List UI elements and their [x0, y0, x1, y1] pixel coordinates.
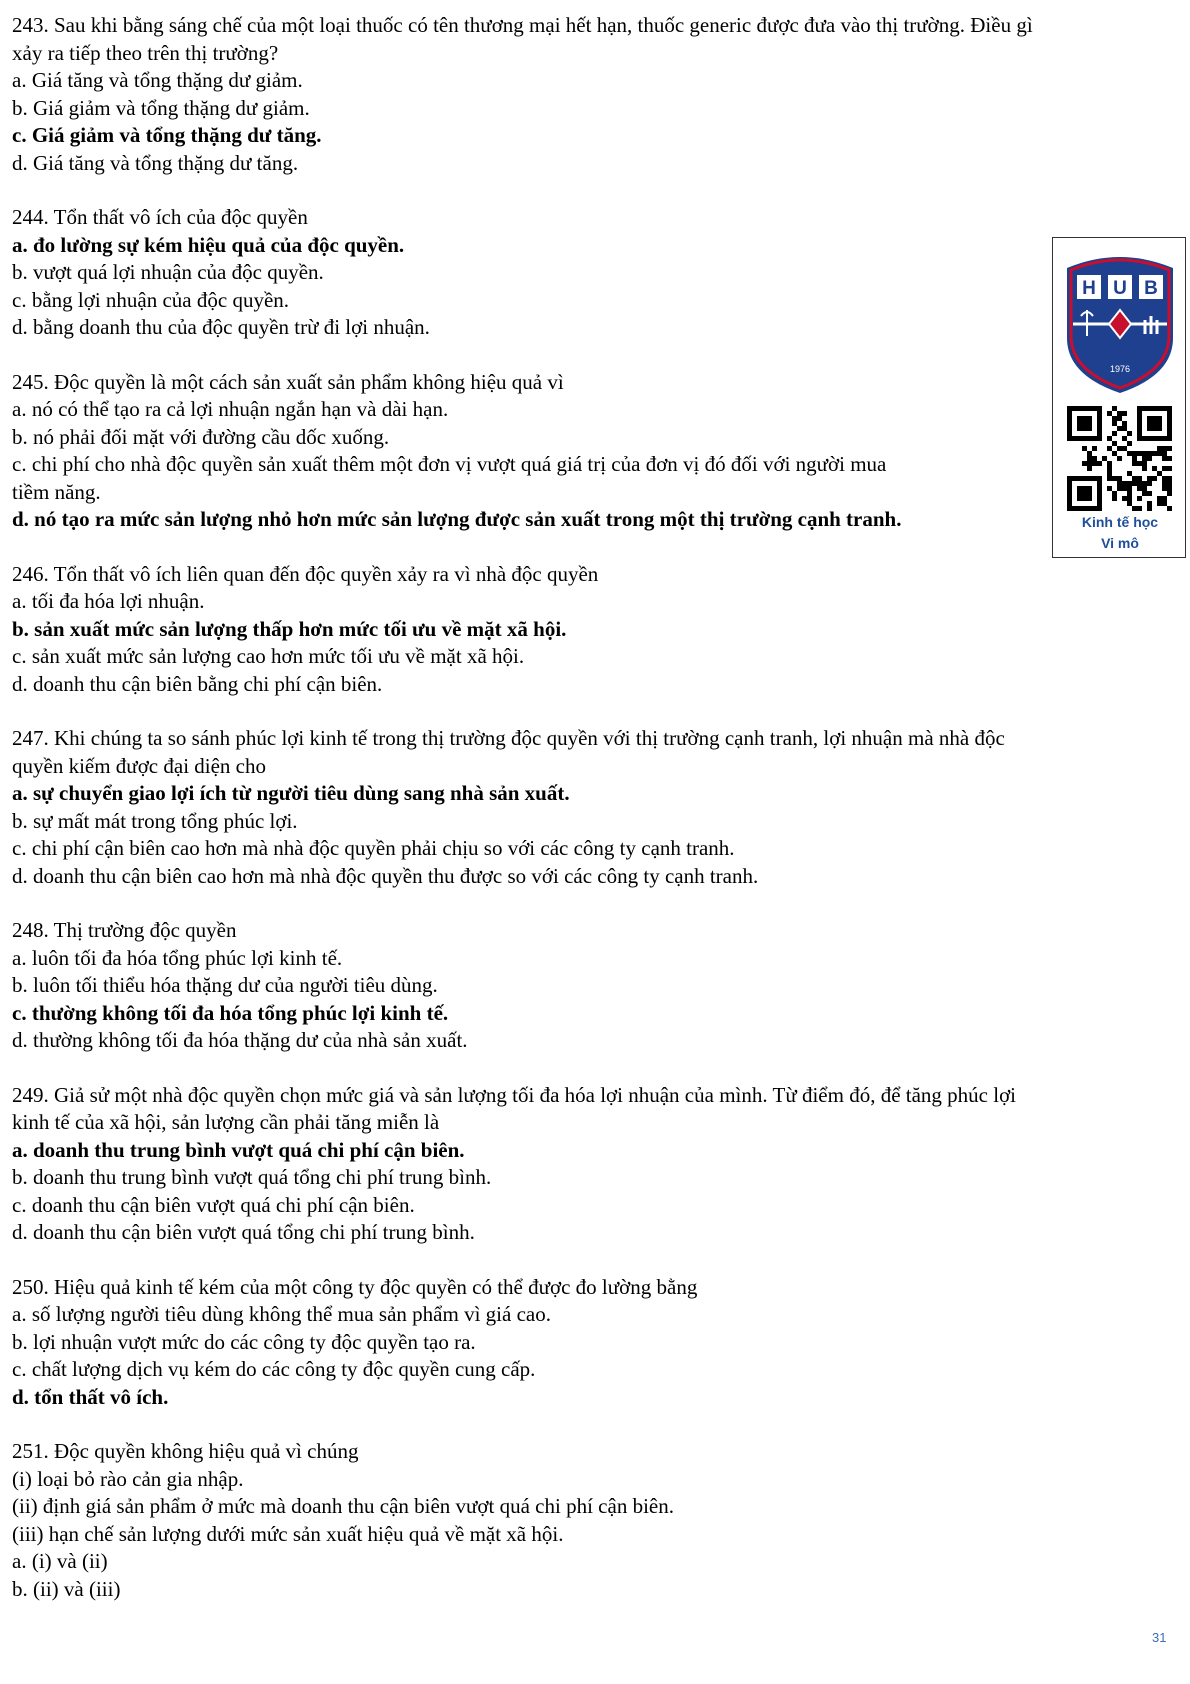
- qr-module: [1112, 421, 1117, 426]
- answer-option: d. doanh thu cận biên vượt quá tổng chi phí trung bình.: [12, 1220, 475, 1244]
- qr-module: [1147, 491, 1152, 496]
- qr-module: [1162, 456, 1167, 461]
- answer-option-correct: a. sự chuyển giao lợi ích từ người tiêu dùng sang nhà sản xuất.: [12, 781, 570, 805]
- qr-module: [1167, 446, 1172, 451]
- qr-module: [1092, 446, 1097, 451]
- answer-option: d. doanh thu cận biên cao hơn mà nhà độc quyền thu được so với các công ty cạnh tranh.: [12, 863, 759, 888]
- answer-option: c. chi phí cận biên cao hơn mà nhà độc quyền phải chịu so với các công ty cạnh tranh.: [12, 836, 735, 860]
- qr-module: [1087, 456, 1092, 461]
- qr-module: [1132, 456, 1137, 461]
- answer-option: b. luôn tối thiểu hóa thặng dư của người tiêu dùng.: [12, 973, 438, 997]
- qr-module: [1147, 451, 1152, 456]
- answer-option-correct: b. sản xuất mức sản lượng thấp hơn mức tối ưu về mặt xã hội.: [12, 616, 567, 641]
- question-stem: 244. Tổn thất vô ích của độc quyền: [12, 205, 308, 229]
- qr-module: [1142, 481, 1147, 486]
- qr-module: [1117, 426, 1122, 431]
- qr-module: [1142, 456, 1147, 461]
- question-block: [12, 725, 1177, 890]
- qr-module: [1107, 461, 1112, 466]
- qr-module: [1142, 486, 1147, 491]
- answer-option: b. doanh thu trung bình vượt quá tổng chi phí trung bình.: [12, 1165, 492, 1189]
- qr-module: [1112, 496, 1117, 501]
- qr-module: [1107, 446, 1112, 451]
- answer-option: d. Giá tăng và tổng thặng dư tăng.: [12, 150, 299, 175]
- logo-letter-h: H: [1082, 278, 1096, 299]
- qr-module: [1147, 501, 1152, 506]
- page-number: 31: [1152, 1630, 1167, 1645]
- qr-module: [1142, 461, 1147, 466]
- question-block: [12, 12, 1177, 177]
- qr-module: [1112, 476, 1117, 481]
- logo-year: 1976: [1109, 364, 1131, 374]
- qr-module: [1152, 476, 1157, 481]
- qr-module: [1167, 486, 1172, 491]
- qr-module: [1167, 491, 1172, 496]
- qr-module: [1157, 471, 1162, 476]
- qr-module: [1137, 481, 1142, 486]
- qr-module: [1107, 476, 1112, 481]
- answer-option: (i) loại bỏ rào cản gia nhập.: [12, 1466, 244, 1491]
- qr-module: [1117, 411, 1122, 416]
- logo-letter-b: B: [1144, 278, 1158, 299]
- question-block: [12, 917, 1177, 1055]
- answer-option-correct: c. Giá giảm và tổng thặng dư tăng.: [12, 123, 322, 147]
- qr-module: [1162, 466, 1167, 471]
- qr-module: [1092, 461, 1097, 466]
- qr-module: [1167, 506, 1172, 511]
- answer-option: d. bằng doanh thu của độc quyền trừ đi lợi nhuận.: [12, 315, 430, 339]
- qr-module: [1107, 411, 1112, 416]
- qr-module: [1152, 451, 1157, 456]
- answer-option: b. (ii) và (iii): [12, 1576, 121, 1601]
- qr-module: [1137, 451, 1142, 456]
- answer-option-correct: a. đo lường sự kém hiệu quả của độc quyền.: [12, 232, 405, 257]
- qr-module: [1117, 446, 1122, 451]
- qr-finder-pattern: [1077, 416, 1092, 431]
- qr-module: [1122, 496, 1127, 501]
- answer-option: a. tối đa hóa lợi nhuận.: [12, 589, 205, 613]
- qr-module: [1127, 486, 1132, 491]
- qr-module: [1122, 486, 1127, 491]
- answer-option: a. số lượng người tiêu dùng không thể mua sản phẩm vì giá cao.: [12, 1302, 551, 1326]
- qr-module: [1127, 481, 1132, 486]
- qr-module: [1107, 466, 1112, 471]
- qr-module: [1132, 461, 1137, 466]
- qr-module: [1157, 451, 1162, 456]
- qr-module: [1102, 456, 1107, 461]
- qr-module: [1122, 421, 1127, 426]
- answer-option: c. sản xuất mức sản lượng cao hơn mức tối ưu về mặt xã hội.: [12, 644, 525, 668]
- qr-module: [1112, 491, 1117, 496]
- qr-module: [1112, 406, 1117, 411]
- qr-module: [1137, 476, 1142, 481]
- qr-module: [1122, 446, 1127, 451]
- logo-caption-subtitle: Vi mô: [1101, 535, 1139, 551]
- hub-shield-logo: [1061, 250, 1179, 395]
- qr-module: [1157, 501, 1162, 506]
- qr-module: [1137, 461, 1142, 466]
- qr-module: [1112, 451, 1117, 456]
- qr-module: [1122, 436, 1127, 441]
- qr-module: [1137, 496, 1142, 501]
- answer-option: xảy ra tiếp theo trên thị trường?: [12, 40, 279, 65]
- answer-option-correct: d. tổn thất vô ích.: [12, 1384, 169, 1409]
- qr-module: [1082, 446, 1087, 451]
- qr-module: [1112, 441, 1117, 446]
- document-body: [12, 12, 1177, 1630]
- question-block: [12, 1438, 1177, 1603]
- qr-module: [1152, 466, 1157, 471]
- question-stem: 243. Sau khi bằng sáng chế của một loại thuốc có tên thương mại hết hạn, thuốc generic được đưa vào thị trường. Điều gì: [12, 13, 1033, 37]
- answer-option: a. (i) và (ii): [12, 1549, 108, 1573]
- qr-module: [1117, 486, 1122, 491]
- qr-module: [1162, 486, 1167, 491]
- qr-module: [1107, 436, 1112, 441]
- qr-module: [1117, 416, 1122, 421]
- qr-module: [1132, 506, 1137, 511]
- question-stem: 250. Hiệu quả kinh tế kém của một công ty độc quyền có thể được đo lường bằng: [12, 1274, 698, 1299]
- qr-module: [1117, 456, 1122, 461]
- qr-module: [1142, 491, 1147, 496]
- question-stem: 245. Độc quyền là một cách sản xuất sản phẩm không hiệu quả vì: [12, 369, 564, 394]
- answer-option: b. Giá giảm và tổng thặng dư giảm.: [12, 95, 310, 120]
- qr-module: [1167, 476, 1172, 481]
- hub-logo-card: [1052, 237, 1186, 558]
- answer-option: quyền kiếm được đại diện cho: [12, 753, 266, 778]
- qr-module: [1132, 451, 1137, 456]
- qr-module: [1127, 491, 1132, 496]
- logo-caption-title: Kinh tế học: [1081, 514, 1159, 530]
- qr-module: [1097, 461, 1102, 466]
- qr-module: [1142, 451, 1147, 456]
- qr-module: [1147, 456, 1152, 461]
- qr-module: [1112, 431, 1117, 436]
- qr-module: [1087, 451, 1092, 456]
- qr-module: [1082, 461, 1087, 466]
- qr-module: [1162, 451, 1167, 456]
- qr-module: [1117, 481, 1122, 486]
- qr-module: [1122, 411, 1127, 416]
- answer-option-correct: d. nó tạo ra mức sản lượng nhỏ hơn mức sản lượng được sản xuất trong một thị trường cạnh tranh.: [12, 507, 902, 531]
- qr-module: [1132, 481, 1137, 486]
- qr-module: [1107, 471, 1112, 476]
- qr-module: [1127, 431, 1132, 436]
- answer-option: b. vượt quá lợi nhuận của độc quyền.: [12, 260, 324, 284]
- qr-module: [1092, 456, 1097, 461]
- answer-option: b. nó phải đối mặt với đường cầu dốc xuống.: [12, 424, 390, 449]
- qr-module: [1122, 426, 1127, 431]
- qr-module: [1142, 466, 1147, 471]
- qr-module: [1127, 496, 1132, 501]
- qr-module: [1162, 481, 1167, 486]
- qr-module: [1147, 476, 1152, 481]
- question-block: [12, 369, 1177, 534]
- qr-module: [1157, 446, 1162, 451]
- question-stem: 248. Thị trường độc quyền: [12, 918, 237, 942]
- qr-module: [1167, 456, 1172, 461]
- qr-module: [1127, 471, 1132, 476]
- answer-option: b. sự mất mát trong tổng phúc lợi.: [12, 808, 298, 833]
- qr-module: [1137, 486, 1142, 491]
- qr-module: [1087, 461, 1092, 466]
- qr-module: [1137, 506, 1142, 511]
- qr-module: [1127, 501, 1132, 506]
- qr-module: [1167, 481, 1172, 486]
- question-stem: 249. Giả sử một nhà độc quyền chọn mức giá và sản lượng tối đa hóa lợi nhuận của mình. Từ điểm đó, để tăng phúc lợi: [12, 1082, 1017, 1107]
- qr-module: [1122, 481, 1127, 486]
- qr-finder-pattern: [1147, 416, 1162, 431]
- answer-option-correct: c. thường không tối đa hóa tổng phúc lợi kinh tế.: [12, 1000, 449, 1025]
- answer-option-correct: a. doanh thu trung bình vượt quá chi phí cận biên.: [12, 1137, 465, 1162]
- qr-module: [1157, 496, 1162, 501]
- question-block: [12, 1082, 1177, 1247]
- answer-option: c. chi phí cho nhà độc quyền sản xuất thêm một đơn vị vượt quá giá trị của đơn vị đó đối với người mua: [12, 452, 887, 476]
- qr-finder-pattern: [1077, 486, 1092, 501]
- answer-option: d. thường không tối đa hóa thặng dư của nhà sản xuất.: [12, 1028, 468, 1052]
- qr-module: [1162, 496, 1167, 501]
- qr-module: [1107, 486, 1112, 491]
- answer-option: a. nó có thể tạo ra cả lợi nhuận ngắn hạn và dài hạn.: [12, 397, 449, 421]
- qr-module: [1147, 506, 1152, 511]
- answer-option: c. chất lượng dịch vụ kém do các công ty độc quyền cung cấp.: [12, 1357, 536, 1381]
- qr-module: [1132, 476, 1137, 481]
- question-block: [12, 1274, 1177, 1412]
- qr-module: [1162, 476, 1167, 481]
- qr-module: [1162, 501, 1167, 506]
- qr-module: [1127, 441, 1132, 446]
- qr-module: [1147, 481, 1152, 486]
- qr-module: [1167, 466, 1172, 471]
- qr-code: [1067, 406, 1172, 511]
- answer-option: a. Giá tăng và tổng thặng dư giảm.: [12, 68, 303, 92]
- answer-option: c. doanh thu cận biên vượt quá chi phí cận biên.: [12, 1192, 415, 1217]
- answer-option: a. luôn tối đa hóa tổng phúc lợi kinh tế.: [12, 945, 343, 970]
- question-stem: 246. Tổn thất vô ích liên quan đến độc quyền xảy ra vì nhà độc quyền: [12, 561, 599, 586]
- answer-option: d. doanh thu cận biên bằng chi phí cận biên.: [12, 671, 383, 696]
- qr-module: [1117, 476, 1122, 481]
- answer-option: kinh tế của xã hội, sản lượng cần phải tăng miễn là: [12, 1110, 440, 1134]
- qr-module: [1127, 451, 1132, 456]
- answer-option: (iii) hạn chế sản lượng dưới mức sản xuất hiệu quả về mặt xã hội.: [12, 1521, 564, 1546]
- qr-module: [1112, 416, 1117, 421]
- logo-letter-u: U: [1113, 278, 1127, 299]
- qr-module: [1162, 446, 1167, 451]
- question-block: [12, 561, 1177, 699]
- answer-option: c. bằng lợi nhuận của độc quyền.: [12, 287, 290, 312]
- question-block: [12, 204, 1177, 342]
- answer-option: b. lợi nhuận vượt mức do các công ty độc quyền tạo ra.: [12, 1329, 476, 1354]
- question-stem: 247. Khi chúng ta so sánh phúc lợi kinh tế trong thị trường độc quyền với thị trường cạnh tranh, lợi nhuận mà nhà độc: [12, 726, 1005, 750]
- question-stem: 251. Độc quyền không hiệu quả vì chúng: [12, 1439, 359, 1463]
- answer-option: tiềm năng.: [12, 479, 101, 504]
- answer-option: (ii) định giá sản phẩm ở mức mà doanh thu cận biên vượt quá chi phí cận biên.: [12, 1494, 674, 1518]
- qr-module: [1087, 466, 1092, 471]
